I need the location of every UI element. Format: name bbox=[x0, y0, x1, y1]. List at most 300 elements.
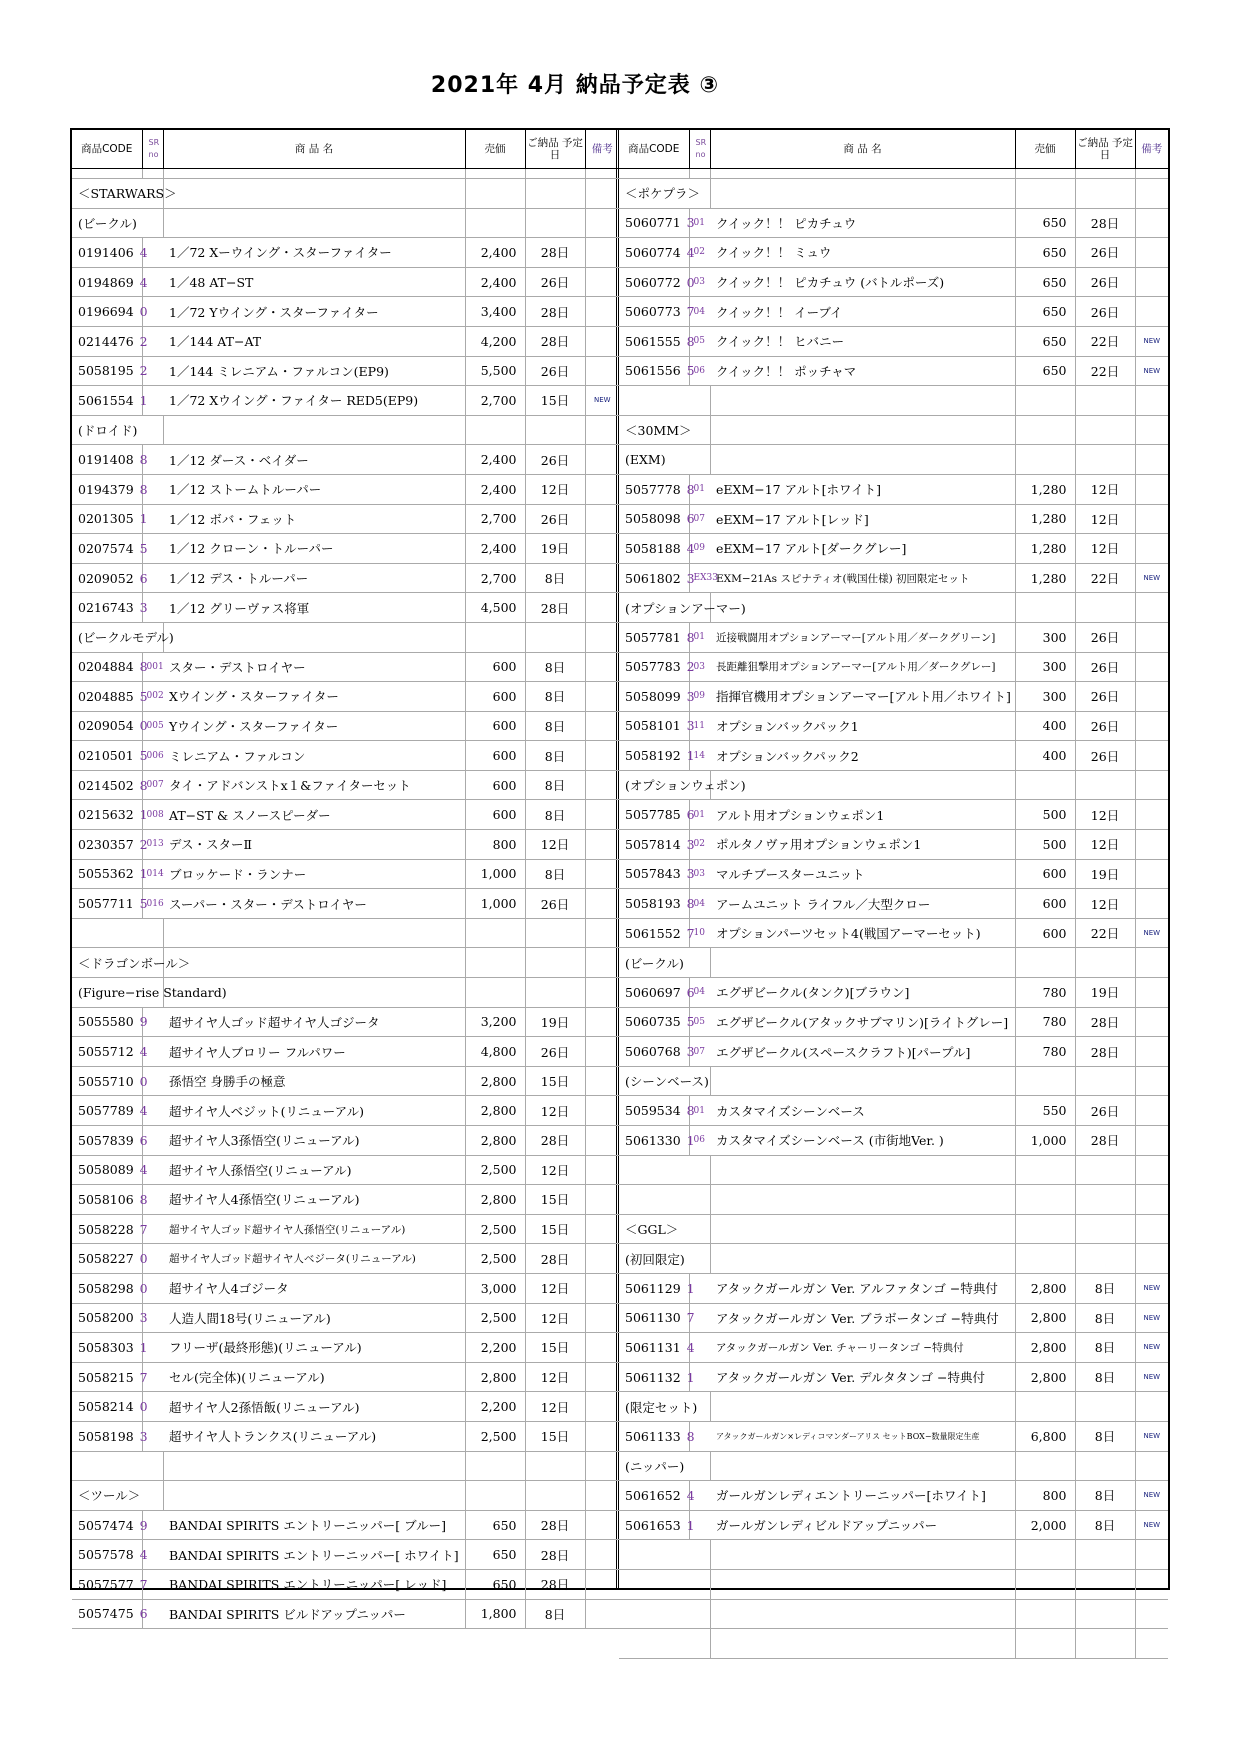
check-digit: 8 bbox=[139, 659, 148, 675]
check-digit: 9 bbox=[139, 1517, 148, 1533]
sr-number: 09 bbox=[689, 682, 710, 712]
product-code: 5058298 bbox=[78, 1280, 134, 1296]
product-code: 5057785 bbox=[625, 807, 681, 823]
table-row bbox=[72, 1540, 619, 1570]
delivery-date: 8日 bbox=[525, 711, 585, 741]
sr-number: 03 bbox=[689, 652, 710, 682]
check-digit: 0 bbox=[139, 718, 148, 734]
table-row bbox=[619, 534, 1168, 564]
delivery-date: 8日 bbox=[1075, 1421, 1135, 1451]
header-row bbox=[72, 130, 619, 169]
empty-cell bbox=[1135, 386, 1168, 416]
delivery-date: 15日 bbox=[525, 1333, 585, 1363]
product-code: 0204885 bbox=[78, 688, 134, 704]
note-badge: NEW bbox=[1135, 1481, 1168, 1511]
empty-cell bbox=[710, 415, 1015, 445]
product-code: 5057475 bbox=[78, 1606, 134, 1622]
product-name: アームユニット ライフル／大型クロー bbox=[710, 889, 1015, 919]
product-name: フリーザ(最終形態)(リニューアル) bbox=[163, 1333, 465, 1363]
table-row bbox=[619, 682, 1168, 712]
price: 1,000 bbox=[465, 859, 525, 889]
delivery-date: 26日 bbox=[1075, 297, 1135, 327]
product-name: 近接戦闘用オプションアーマー[アルト用／ダークグリーン] bbox=[710, 622, 1015, 652]
empty-cell bbox=[1135, 1569, 1168, 1599]
check-digit: 2 bbox=[139, 363, 148, 379]
gap-cell bbox=[1075, 169, 1135, 179]
delivery-date: 28日 bbox=[1075, 208, 1135, 238]
check-digit: 3 bbox=[139, 1310, 148, 1326]
gap-cell bbox=[585, 169, 619, 179]
col-note-header: 備考 bbox=[1135, 130, 1168, 169]
check-digit: 9 bbox=[139, 1014, 148, 1030]
price: 650 bbox=[1015, 356, 1075, 386]
product-code-cell bbox=[619, 1096, 695, 1126]
note-badge: NEW bbox=[1135, 918, 1168, 948]
delivery-date: 28日 bbox=[525, 297, 585, 327]
price: 2,500 bbox=[465, 1214, 525, 1244]
product-code: 5057814 bbox=[625, 836, 681, 852]
product-name: アタックガールガン×レディコマンダーアリス セットBOX−数量限定生産 bbox=[710, 1421, 1015, 1451]
product-name: 超サイヤ人ゴッド超サイヤ人ゴジータ bbox=[163, 1007, 465, 1037]
note-badge bbox=[585, 445, 619, 475]
note-badge: NEW bbox=[585, 386, 619, 416]
product-name: 超サイヤ人4孫悟空(リニューアル) bbox=[163, 1185, 465, 1215]
table-row bbox=[72, 356, 619, 386]
product-name: ポルタノヴァ用オプションウェポン1 bbox=[710, 830, 1015, 860]
category-row bbox=[619, 445, 1168, 475]
gap-cell bbox=[465, 169, 525, 179]
category-label: (オプションアーマー) bbox=[619, 593, 710, 623]
delivery-schedule-sheet bbox=[70, 128, 1170, 1622]
check-digit: 5 bbox=[139, 896, 148, 912]
table-row bbox=[72, 1037, 619, 1067]
delivery-date: 28日 bbox=[1075, 1126, 1135, 1156]
delivery-date: 26日 bbox=[1075, 682, 1135, 712]
product-code: 5055580 bbox=[78, 1014, 134, 1030]
note-badge: NEW bbox=[1135, 1303, 1168, 1333]
product-code-cell bbox=[72, 1599, 148, 1629]
note-badge bbox=[585, 238, 619, 268]
col-name-header: 商 品 名 bbox=[163, 130, 465, 169]
product-code-cell bbox=[619, 1421, 695, 1451]
table-row bbox=[72, 1096, 619, 1126]
product-code-cell bbox=[72, 889, 148, 919]
product-name: 1／48 AT−ST bbox=[163, 267, 465, 297]
product-code-cell bbox=[619, 741, 695, 771]
empty-cell bbox=[1075, 1569, 1135, 1599]
price: 2,800 bbox=[465, 1096, 525, 1126]
delivery-date: 12日 bbox=[525, 1303, 585, 1333]
delivery-date: 8日 bbox=[525, 563, 585, 593]
product-code: 5057843 bbox=[625, 866, 681, 882]
check-digit: 3 bbox=[686, 718, 695, 734]
price: 800 bbox=[1015, 1481, 1075, 1511]
empty-cell bbox=[465, 179, 525, 209]
product-name: タイ・アドバンストx１&ファイターセット bbox=[163, 770, 465, 800]
product-code-cell bbox=[619, 563, 695, 593]
product-code: 5060771 bbox=[625, 215, 681, 231]
product-name: クイック！！ ヒバニー bbox=[710, 326, 1015, 356]
price: 650 bbox=[1015, 267, 1075, 297]
product-name: 1／12 クローン・トルーパー bbox=[163, 534, 465, 564]
note-badge bbox=[1135, 859, 1168, 889]
empty-cell bbox=[1135, 770, 1168, 800]
check-digit: 0 bbox=[139, 304, 148, 320]
table-row bbox=[72, 1569, 619, 1599]
check-digit: 8 bbox=[686, 1428, 695, 1444]
empty-row bbox=[619, 1185, 1168, 1215]
table-row bbox=[619, 297, 1168, 327]
product-code-cell bbox=[619, 474, 695, 504]
empty-cell bbox=[619, 1185, 710, 1215]
header-gap-row bbox=[619, 169, 1168, 179]
check-digit: 4 bbox=[139, 1044, 148, 1060]
empty-cell bbox=[1075, 1185, 1135, 1215]
empty-cell bbox=[1075, 1540, 1135, 1570]
price: 2,200 bbox=[465, 1392, 525, 1422]
delivery-date: 12日 bbox=[1075, 504, 1135, 534]
check-digit: 8 bbox=[139, 481, 148, 497]
product-code: 5058214 bbox=[78, 1399, 134, 1415]
empty-cell bbox=[1015, 1155, 1075, 1185]
empty-cell bbox=[163, 622, 465, 652]
product-name: 超サイヤ人ゴッド超サイヤ人ベジータ(リニューアル) bbox=[163, 1244, 465, 1274]
table-row bbox=[72, 1185, 619, 1215]
delivery-date: 22日 bbox=[1075, 563, 1135, 593]
product-code-cell bbox=[619, 1303, 695, 1333]
empty-cell bbox=[710, 1451, 1015, 1481]
product-name: アタックガールガン Ver. ブラボータンゴ −特典付 bbox=[710, 1303, 1015, 1333]
product-code-cell bbox=[72, 1244, 148, 1274]
category-row bbox=[72, 1481, 619, 1511]
empty-cell bbox=[710, 1066, 1015, 1096]
product-name: エグザビークル(アタックサブマリン)[ライトグレー] bbox=[710, 1007, 1015, 1037]
delivery-date: 26日 bbox=[525, 356, 585, 386]
delivery-date: 26日 bbox=[525, 445, 585, 475]
empty-cell bbox=[710, 1244, 1015, 1274]
empty-cell bbox=[1135, 1185, 1168, 1215]
note-badge bbox=[585, 741, 619, 771]
product-name: eEXM−17 アルト[ダークグレー] bbox=[710, 534, 1015, 564]
empty-cell bbox=[163, 1451, 465, 1481]
check-digit: 4 bbox=[139, 244, 148, 260]
note-badge bbox=[1135, 1126, 1168, 1156]
empty-cell bbox=[710, 445, 1015, 475]
delivery-date: 26日 bbox=[525, 889, 585, 919]
table-row bbox=[619, 474, 1168, 504]
empty-cell bbox=[465, 208, 525, 238]
empty-cell bbox=[619, 1599, 710, 1629]
check-digit: 8 bbox=[686, 481, 695, 497]
empty-cell bbox=[585, 622, 619, 652]
delivery-date: 8日 bbox=[525, 682, 585, 712]
check-digit: 3 bbox=[139, 1428, 148, 1444]
note-badge bbox=[585, 1185, 619, 1215]
category-row bbox=[619, 1244, 1168, 1274]
product-code-cell bbox=[619, 800, 695, 830]
empty-cell bbox=[1075, 1599, 1135, 1629]
product-code-cell bbox=[72, 800, 148, 830]
product-code: 0196694 bbox=[78, 304, 134, 320]
empty-cell bbox=[710, 770, 1015, 800]
product-code-cell bbox=[72, 267, 148, 297]
header-gap-row bbox=[72, 169, 619, 179]
table-row bbox=[619, 1362, 1168, 1392]
price: 1,000 bbox=[465, 889, 525, 919]
empty-cell bbox=[72, 1451, 163, 1481]
empty-cell bbox=[710, 593, 1015, 623]
product-code-cell bbox=[72, 830, 148, 860]
check-digit: 1 bbox=[139, 1339, 148, 1355]
product-code-cell bbox=[72, 1333, 148, 1363]
empty-cell bbox=[525, 1451, 585, 1481]
category-label: (オプションウェポン) bbox=[619, 770, 710, 800]
empty-cell bbox=[585, 179, 619, 209]
check-digit: 1 bbox=[686, 1280, 695, 1296]
note-badge bbox=[585, 356, 619, 386]
empty-cell bbox=[1075, 1392, 1135, 1422]
table-row bbox=[619, 978, 1168, 1008]
empty-cell bbox=[1015, 770, 1075, 800]
empty-row bbox=[619, 1540, 1168, 1570]
note-badge bbox=[585, 1569, 619, 1599]
table-row bbox=[619, 1037, 1168, 1067]
note-badge bbox=[585, 593, 619, 623]
product-name: 1／12 ストームトルーパー bbox=[163, 474, 465, 504]
page-title: 2021年 4月 納品予定表 ③ bbox=[430, 73, 720, 98]
product-code-cell bbox=[72, 1126, 148, 1156]
note-badge bbox=[1135, 238, 1168, 268]
category-label: ＜STARWARS＞ bbox=[72, 179, 163, 209]
note-badge: NEW bbox=[1135, 326, 1168, 356]
note-badge bbox=[585, 1510, 619, 1540]
product-name: BANDAI SPIRITS エントリーニッパー[ ホワイト] bbox=[163, 1540, 465, 1570]
table-row bbox=[72, 1333, 619, 1363]
product-code: 5058227 bbox=[78, 1251, 134, 1267]
table-row bbox=[619, 741, 1168, 771]
sr-number: 005 bbox=[142, 711, 163, 741]
delivery-date: 26日 bbox=[1075, 1096, 1135, 1126]
delivery-date: 22日 bbox=[1075, 356, 1135, 386]
delivery-date: 26日 bbox=[525, 1037, 585, 1067]
product-code-cell bbox=[72, 1007, 148, 1037]
check-digit: 1 bbox=[686, 1132, 695, 1148]
price: 2,000 bbox=[1015, 1510, 1075, 1540]
category-row bbox=[619, 1392, 1168, 1422]
delivery-date: 8日 bbox=[525, 741, 585, 771]
product-code-cell bbox=[72, 1066, 148, 1096]
empty-row bbox=[619, 1629, 1168, 1659]
category-label: (初回限定) bbox=[619, 1244, 710, 1274]
empty-cell bbox=[710, 1155, 1015, 1185]
empty-cell bbox=[619, 1540, 710, 1570]
price: 800 bbox=[465, 830, 525, 860]
product-code-cell bbox=[619, 267, 695, 297]
empty-cell bbox=[1135, 1392, 1168, 1422]
sr-number: 09 bbox=[689, 534, 710, 564]
empty-cell bbox=[1135, 1244, 1168, 1274]
check-digit: 0 bbox=[139, 1280, 148, 1296]
product-code-cell bbox=[72, 1421, 148, 1451]
sr-number: EX33 bbox=[689, 563, 710, 593]
empty-cell bbox=[465, 415, 525, 445]
price: 600 bbox=[1015, 859, 1075, 889]
product-code-cell bbox=[72, 326, 148, 356]
price: 6,800 bbox=[1015, 1421, 1075, 1451]
check-digit: 4 bbox=[686, 244, 695, 260]
table-row bbox=[619, 918, 1168, 948]
price: 600 bbox=[465, 711, 525, 741]
table-row bbox=[72, 1273, 619, 1303]
check-digit: 8 bbox=[139, 452, 148, 468]
empty-row bbox=[619, 1569, 1168, 1599]
delivery-date: 8日 bbox=[1075, 1273, 1135, 1303]
empty-cell bbox=[1075, 1155, 1135, 1185]
product-name: クイック！！ ミュウ bbox=[710, 238, 1015, 268]
product-code-cell bbox=[72, 445, 148, 475]
product-code: 5060773 bbox=[625, 304, 681, 320]
price: 600 bbox=[465, 682, 525, 712]
product-code-cell bbox=[72, 1037, 148, 1067]
empty-cell bbox=[710, 386, 1015, 416]
delivery-date: 28日 bbox=[525, 1126, 585, 1156]
product-code: 5057789 bbox=[78, 1103, 134, 1119]
price: 650 bbox=[1015, 297, 1075, 327]
empty-cell bbox=[1135, 415, 1168, 445]
sr-number: 06 bbox=[689, 356, 710, 386]
note-badge bbox=[585, 534, 619, 564]
delivery-date: 26日 bbox=[1075, 711, 1135, 741]
note-badge bbox=[1135, 978, 1168, 1008]
price: 2,700 bbox=[465, 504, 525, 534]
product-name: 超サイヤ人ゴッド超サイヤ人孫悟空(リニューアル) bbox=[163, 1214, 465, 1244]
empty-cell bbox=[710, 1214, 1015, 1244]
empty-cell bbox=[1075, 948, 1135, 978]
product-code: 5057783 bbox=[625, 659, 681, 675]
note-badge bbox=[1135, 1007, 1168, 1037]
product-name: 超サイヤ人ベジット(リニューアル) bbox=[163, 1096, 465, 1126]
product-code: 5058192 bbox=[625, 748, 681, 764]
check-digit: 8 bbox=[686, 896, 695, 912]
product-code-cell bbox=[72, 386, 148, 416]
note-badge bbox=[585, 326, 619, 356]
product-code: 0209052 bbox=[78, 570, 134, 586]
delivery-date: 8日 bbox=[1075, 1362, 1135, 1392]
empty-cell bbox=[710, 1540, 1015, 1570]
product-name: スター・デストロイヤー bbox=[163, 652, 465, 682]
check-digit: 5 bbox=[139, 540, 148, 556]
empty-row bbox=[619, 1155, 1168, 1185]
empty-cell bbox=[1015, 179, 1075, 209]
note-badge bbox=[1135, 297, 1168, 327]
table-row bbox=[619, 238, 1168, 268]
product-name: BANDAI SPIRITS ビルドアップニッパー bbox=[163, 1599, 465, 1629]
check-digit: 6 bbox=[139, 1132, 148, 1148]
table-row bbox=[619, 1421, 1168, 1451]
product-name: 1／12 ボバ・フェット bbox=[163, 504, 465, 534]
product-name: マルチブースターユニット bbox=[710, 859, 1015, 889]
empty-cell bbox=[1135, 445, 1168, 475]
table-row bbox=[72, 1362, 619, 1392]
empty-cell bbox=[1015, 415, 1075, 445]
product-code-cell bbox=[619, 1007, 695, 1037]
note-badge bbox=[585, 1303, 619, 1333]
note-badge bbox=[1135, 474, 1168, 504]
sr-number: 03 bbox=[689, 267, 710, 297]
product-code-cell bbox=[72, 1273, 148, 1303]
note-badge bbox=[585, 1273, 619, 1303]
product-code-cell bbox=[619, 1333, 695, 1363]
product-code: 0201305 bbox=[78, 511, 134, 527]
note-badge bbox=[585, 1333, 619, 1363]
gap-cell bbox=[1015, 169, 1075, 179]
category-row bbox=[619, 1451, 1168, 1481]
sr-number: 05 bbox=[689, 326, 710, 356]
product-code: 5060735 bbox=[625, 1014, 681, 1030]
empty-cell bbox=[585, 208, 619, 238]
empty-cell bbox=[465, 622, 525, 652]
table-row bbox=[72, 859, 619, 889]
empty-cell bbox=[1015, 1214, 1075, 1244]
price: 2,500 bbox=[465, 1244, 525, 1274]
note-badge bbox=[585, 711, 619, 741]
product-code: 5061552 bbox=[625, 925, 681, 941]
table-row bbox=[72, 474, 619, 504]
price: 3,000 bbox=[465, 1273, 525, 1303]
table-row bbox=[72, 682, 619, 712]
note-badge: NEW bbox=[1135, 1273, 1168, 1303]
product-name: ミレニアム・ファルコン bbox=[163, 741, 465, 771]
table-row bbox=[619, 563, 1168, 593]
note-badge bbox=[1135, 800, 1168, 830]
empty-cell bbox=[1015, 1244, 1075, 1274]
check-digit: 3 bbox=[686, 688, 695, 704]
price: 780 bbox=[1015, 1037, 1075, 1067]
check-digit: 6 bbox=[139, 1606, 148, 1622]
sr-number: 01 bbox=[689, 622, 710, 652]
product-name: 超サイヤ人4ゴジータ bbox=[163, 1273, 465, 1303]
product-code-cell bbox=[72, 1155, 148, 1185]
table-row bbox=[619, 859, 1168, 889]
table-row bbox=[72, 297, 619, 327]
price: 300 bbox=[1015, 652, 1075, 682]
table-row bbox=[619, 1273, 1168, 1303]
check-digit: 3 bbox=[686, 570, 695, 586]
delivery-date: 28日 bbox=[1075, 1007, 1135, 1037]
product-name: 超サイヤ人3孫悟空(リニューアル) bbox=[163, 1126, 465, 1156]
check-digit: 1 bbox=[139, 866, 148, 882]
price: 2,500 bbox=[465, 1303, 525, 1333]
price: 2,400 bbox=[465, 534, 525, 564]
category-label: ＜ドラゴンボール＞ bbox=[72, 948, 163, 978]
delivery-date: 12日 bbox=[1075, 474, 1135, 504]
empty-cell bbox=[163, 179, 465, 209]
sr-number: 14 bbox=[689, 741, 710, 771]
product-name: eEXM−17 アルト[レッド] bbox=[710, 504, 1015, 534]
note-badge: NEW bbox=[1135, 1510, 1168, 1540]
check-digit: 4 bbox=[139, 1103, 148, 1119]
product-name: 超サイヤ人孫悟空(リニューアル) bbox=[163, 1155, 465, 1185]
product-code: 5058188 bbox=[625, 540, 681, 556]
gap-cell bbox=[142, 169, 163, 179]
product-name: クイック！！ ピカチュウ bbox=[710, 208, 1015, 238]
empty-cell bbox=[465, 1451, 525, 1481]
note-badge bbox=[585, 1126, 619, 1156]
product-code: 5057839 bbox=[78, 1132, 134, 1148]
table-row bbox=[619, 830, 1168, 860]
product-code: 5061132 bbox=[625, 1369, 681, 1385]
product-code-cell bbox=[619, 711, 695, 741]
